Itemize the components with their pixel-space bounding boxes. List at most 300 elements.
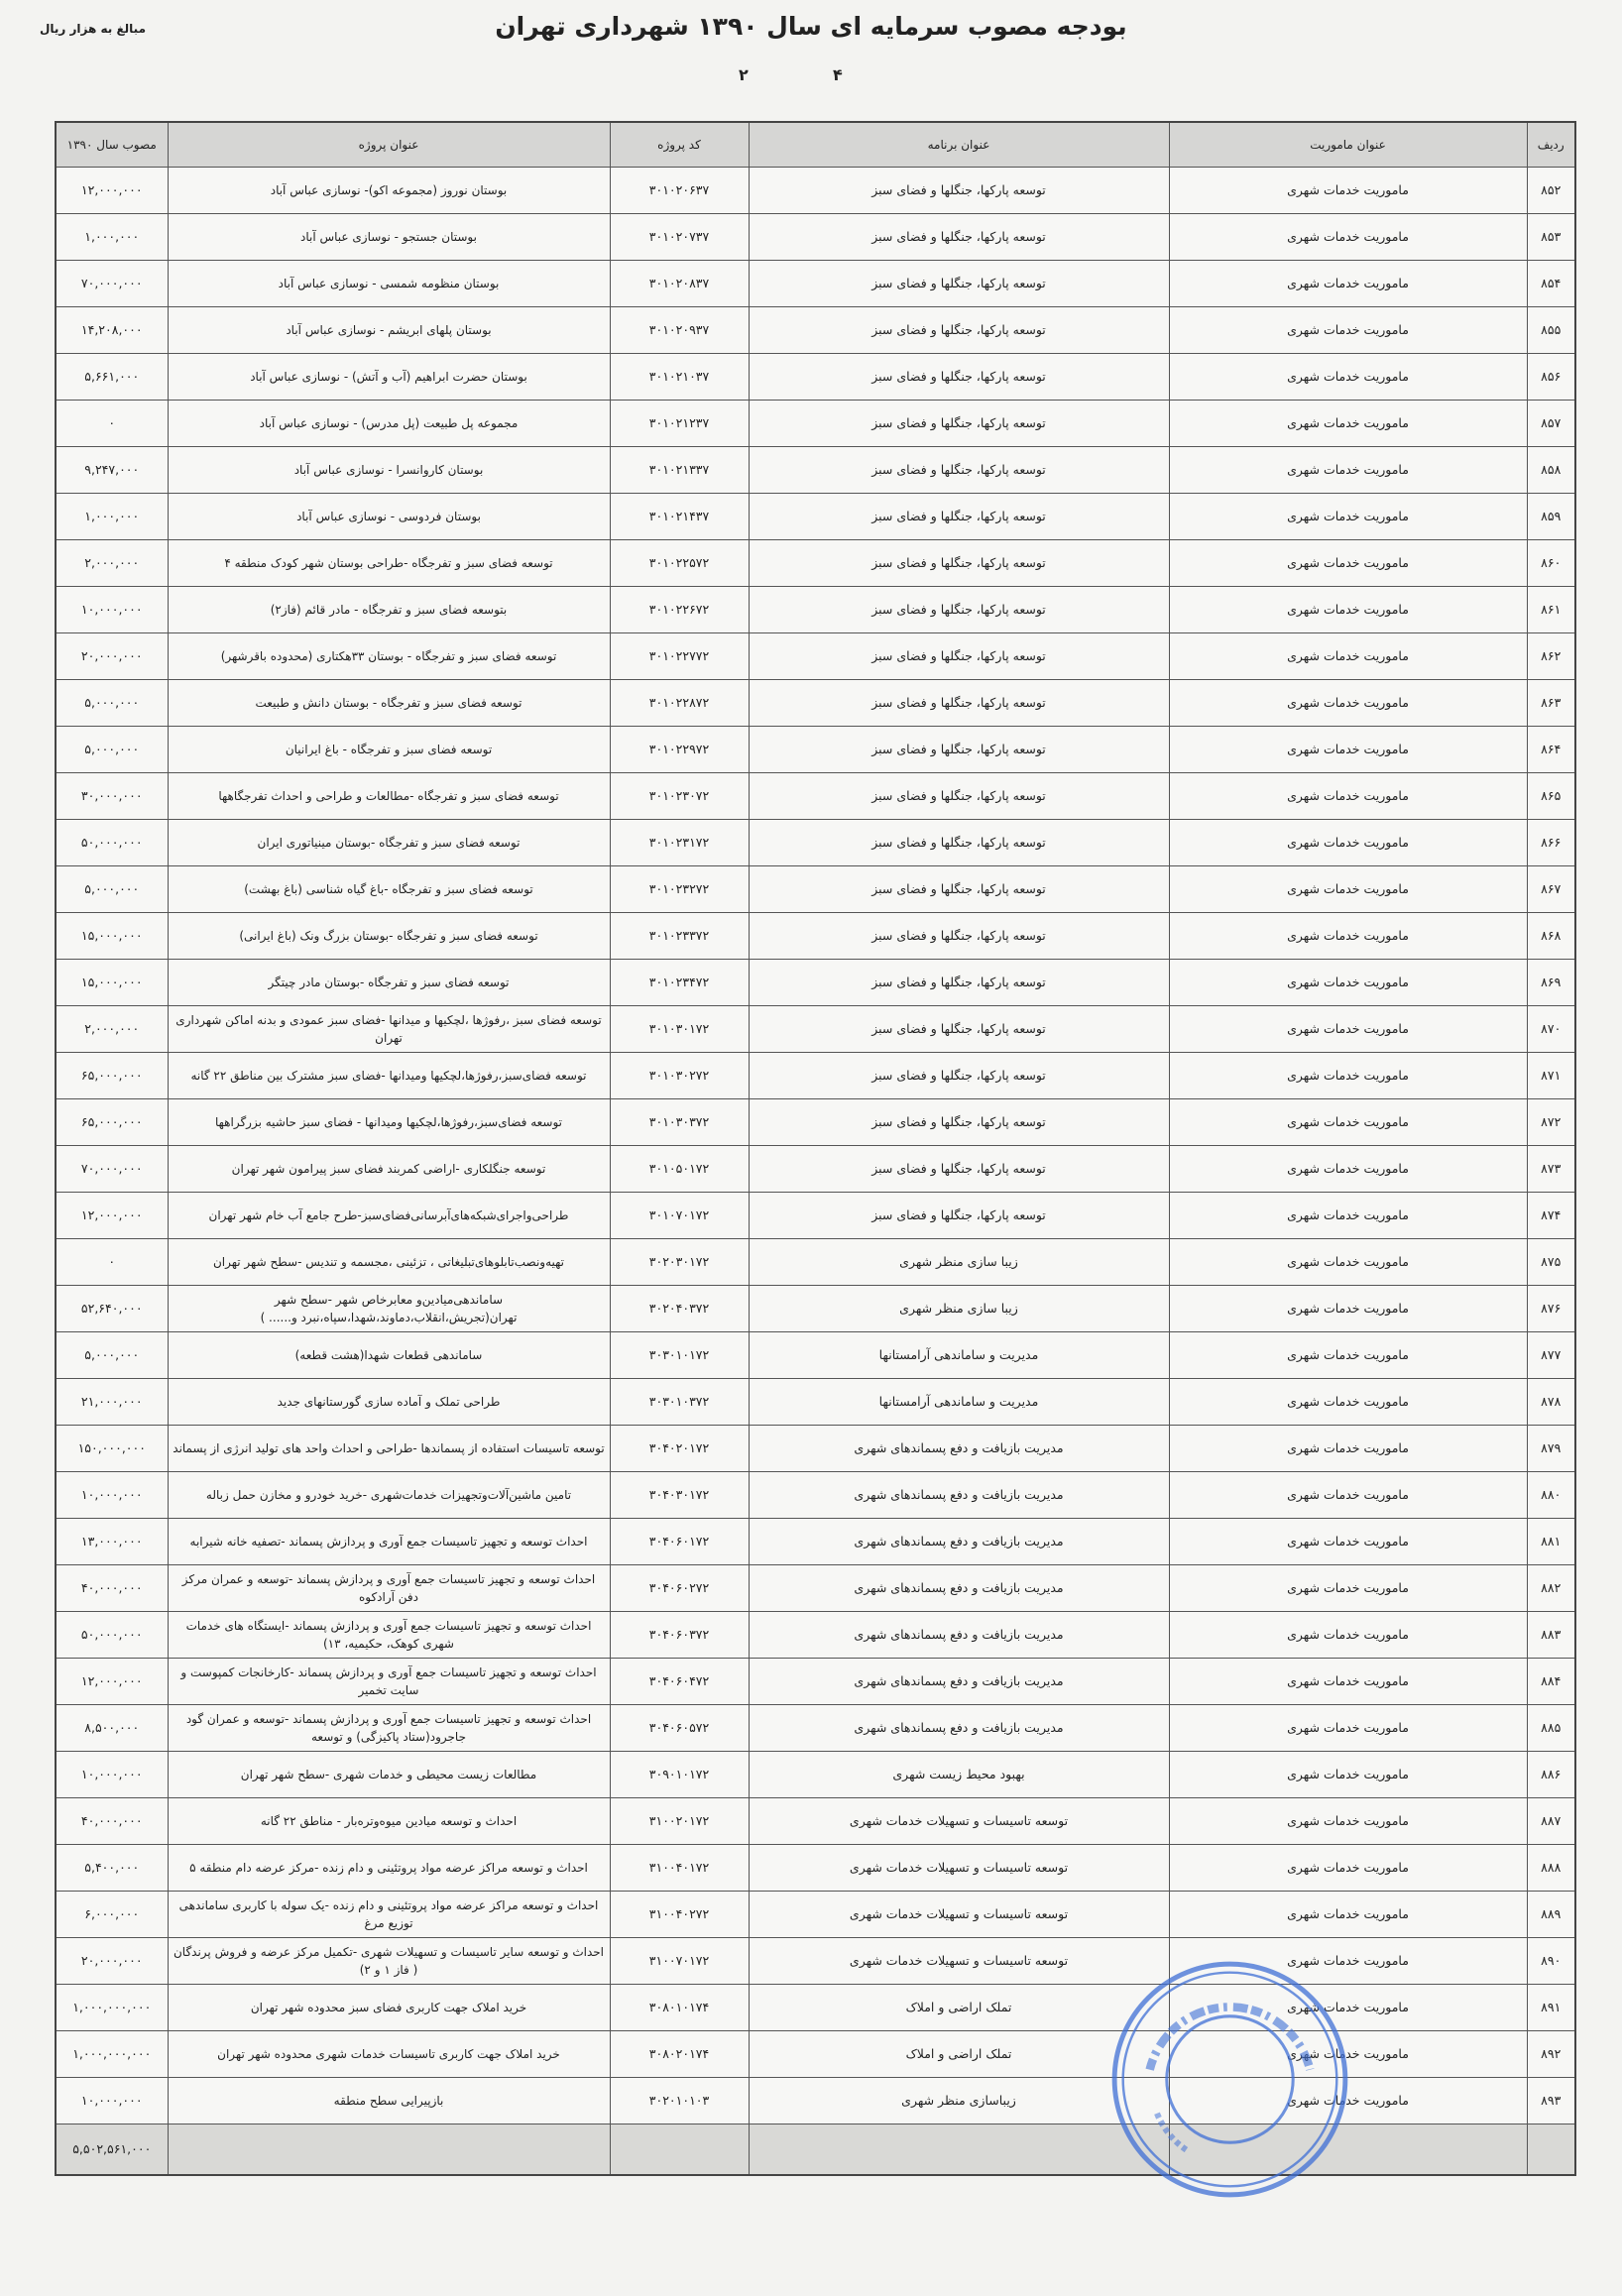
- project-code: ۳۰۱۰۵۰۱۷۲: [610, 1146, 749, 1193]
- approved-amount: ۵۰,۰۰۰,۰۰۰: [56, 1612, 168, 1659]
- project-code: ۳۰۱۰۲۱۴۳۷: [610, 494, 749, 540]
- approved-amount: ۶۵,۰۰۰,۰۰۰: [56, 1053, 168, 1099]
- approved-amount: ۱۲,۰۰۰,۰۰۰: [56, 1193, 168, 1239]
- row-number: ۸۶۳: [1527, 680, 1575, 727]
- mission-title: ماموریت خدمات شهری: [1169, 1286, 1527, 1332]
- project-title: بوستان فردوسی - نوسازی عباس آباد: [168, 494, 610, 540]
- program-title: توسعه پارکها، جنگلها و فضای سبز: [749, 307, 1169, 354]
- project-title: بوستان کاروانسرا - نوسازی عباس آباد: [168, 447, 610, 494]
- row-number: ۸۸۹: [1527, 1892, 1575, 1938]
- project-code: ۳۰۳۰۱۰۳۷۲: [610, 1379, 749, 1426]
- program-title: توسعه پارکها، جنگلها و فضای سبز: [749, 633, 1169, 680]
- project-code: ۳۰۱۰۲۲۶۷۲: [610, 587, 749, 633]
- approved-amount: ۰: [56, 1239, 168, 1286]
- project-code: ۳۰۱۰۲۲۹۷۲: [610, 727, 749, 773]
- approved-amount: ۱۲,۰۰۰,۰۰۰: [56, 1659, 168, 1705]
- approved-amount: ۱۰,۰۰۰,۰۰۰: [56, 587, 168, 633]
- program-title: توسعه پارکها، جنگلها و فضای سبز: [749, 1146, 1169, 1193]
- mission-title: ماموریت خدمات شهری: [1169, 168, 1527, 214]
- mission-title: ماموریت خدمات شهری: [1169, 1985, 1527, 2031]
- project-code: ۳۰۱۰۳۰۲۷۲: [610, 1053, 749, 1099]
- total-empty: [610, 2124, 749, 2176]
- project-code: ۳۰۴۰۶۰۴۷۲: [610, 1659, 749, 1705]
- table-row: [56, 540, 1575, 587]
- project-code: ۳۰۱۰۲۲۵۷۲: [610, 540, 749, 587]
- project-code: ۳۰۱۰۲۳۱۷۲: [610, 820, 749, 866]
- project-title: توسعه فضای‌سبز،رفوژها،لچکیها ومیدانها - فضای سبز حاشیه بزرگراهها: [168, 1099, 610, 1146]
- table-row: [56, 354, 1575, 401]
- approved-amount: ۵,۶۶۱,۰۰۰: [56, 354, 168, 401]
- row-number: ۸۶۹: [1527, 960, 1575, 1006]
- project-title: بوستان پلهای ابریشم - نوسازی عباس آباد: [168, 307, 610, 354]
- mission-title: ماموریت خدمات شهری: [1169, 633, 1527, 680]
- program-title: توسعه پارکها، جنگلها و فضای سبز: [749, 960, 1169, 1006]
- row-number: ۸۵۹: [1527, 494, 1575, 540]
- total-empty: [1527, 2124, 1575, 2176]
- approved-amount: ۱,۰۰۰,۰۰۰,۰۰۰: [56, 1985, 168, 2031]
- project-code: ۳۰۲۰۳۰۱۷۲: [610, 1239, 749, 1286]
- mission-title: ماموریت خدمات شهری: [1169, 1426, 1527, 1472]
- row-number: ۸۵۵: [1527, 307, 1575, 354]
- project-code: ۳۱۰۰۴۰۲۷۲: [610, 1892, 749, 1938]
- approved-amount: ۱۴,۲۰۸,۰۰۰: [56, 307, 168, 354]
- table-row: [56, 1938, 1575, 1985]
- approved-amount: ۳۰,۰۰۰,۰۰۰: [56, 773, 168, 820]
- row-number: ۸۷۰: [1527, 1006, 1575, 1053]
- row-number: ۸۸۳: [1527, 1612, 1575, 1659]
- row-number: ۸۹۲: [1527, 2031, 1575, 2078]
- mission-title: ماموریت خدمات شهری: [1169, 680, 1527, 727]
- table-row: [56, 494, 1575, 540]
- table-row: [56, 1193, 1575, 1239]
- row-number: ۸۷۱: [1527, 1053, 1575, 1099]
- table-row: [56, 587, 1575, 633]
- program-title: زیبا سازی منظر شهری: [749, 1239, 1169, 1286]
- program-title: مدیریت بازیافت و دفع پسماندهای شهری: [749, 1612, 1169, 1659]
- table-row: [56, 727, 1575, 773]
- program-title: توسعه پارکها، جنگلها و فضای سبز: [749, 1099, 1169, 1146]
- project-code: ۳۰۱۰۲۳۳۷۲: [610, 913, 749, 960]
- project-title: توسعه فضای سبز و تفرجگاه - باغ ایرانیان: [168, 727, 610, 773]
- project-title: بوستان منظومه شمسی - نوسازی عباس آباد: [168, 261, 610, 307]
- mission-title: ماموریت خدمات شهری: [1169, 1146, 1527, 1193]
- project-title: توسعه فضای سبز و تفرجگاه -طراحی بوستان شهر کودک منطقه ۴: [168, 540, 610, 587]
- project-code: ۳۰۸۰۱۰۱۷۴: [610, 1985, 749, 2031]
- project-code: ۳۱۰۰۴۰۱۷۲: [610, 1845, 749, 1892]
- table-row: [56, 2078, 1575, 2124]
- project-title: احداث توسعه و تجهیز تاسیسات جمع آوری و پردازش پسماند -توسعه و عمران گود جاجرود(ستاد پاکیزگی) و توسعه: [168, 1705, 610, 1752]
- mission-title: ماموریت خدمات شهری: [1169, 1379, 1527, 1426]
- table-row: [56, 1239, 1575, 1286]
- project-code: ۳۰۴۰۳۰۱۷۲: [610, 1472, 749, 1519]
- table-row: [56, 1892, 1575, 1938]
- project-title: توسعه فضای سبز و تفرجگاه - بوستان ۳۳هکتاری (محدوده باقرشهر): [168, 633, 610, 680]
- project-code: ۳۰۹۰۱۰۱۷۲: [610, 1752, 749, 1798]
- program-title: توسعه پارکها، جنگلها و فضای سبز: [749, 1006, 1169, 1053]
- project-title: احداث و توسعه مراکز عرضه مواد پروتئینی و دام زنده -یک سوله با کاربری ساماندهی توزیع مرغ: [168, 1892, 610, 1938]
- table-row: [56, 1146, 1575, 1193]
- row-number: ۸۷۳: [1527, 1146, 1575, 1193]
- project-code: ۳۰۴۰۶۰۵۷۲: [610, 1705, 749, 1752]
- row-number: ۸۸۵: [1527, 1705, 1575, 1752]
- project-title: توسعه فضای سبز ،رفوژها ،لچکیها و میدانها -فضای سبز عمودی و بدنه اماکن شهرداری تهران: [168, 1006, 610, 1053]
- approved-amount: ۱,۰۰۰,۰۰۰: [56, 494, 168, 540]
- project-title: بوستان نوروز (مجموعه اکو)- نوسازی عباس آباد: [168, 168, 610, 214]
- header-radif: ردیف: [1527, 122, 1575, 168]
- project-title: توسعه فضای سبز و تفرجگاه -باغ گیاه شناسی (باغ بهشت): [168, 866, 610, 913]
- row-number: ۸۷۷: [1527, 1332, 1575, 1379]
- project-title: طراحی‌واجرای‌شبکه‌های‌آبرسانی‌فضای‌سبز-طرح جامع آب خام شهر تهران: [168, 1193, 610, 1239]
- project-code: ۳۰۱۰۲۰۷۳۷: [610, 214, 749, 261]
- project-title: احداث و توسعه میادین میوه‌وتره‌بار - مناطق ۲۲ گانه: [168, 1798, 610, 1845]
- row-number: ۸۶۰: [1527, 540, 1575, 587]
- mission-title: ماموریت خدمات شهری: [1169, 261, 1527, 307]
- program-title: توسعه پارکها، جنگلها و فضای سبز: [749, 401, 1169, 447]
- table-row: [56, 1845, 1575, 1892]
- project-code: ۳۰۱۰۲۳۴۷۲: [610, 960, 749, 1006]
- approved-amount: ۲۰,۰۰۰,۰۰۰: [56, 633, 168, 680]
- mission-title: ماموریت خدمات شهری: [1169, 1752, 1527, 1798]
- approved-amount: ۶۵,۰۰۰,۰۰۰: [56, 1099, 168, 1146]
- header-amount: مصوب سال ۱۳۹۰: [56, 122, 168, 168]
- approved-amount: ۰: [56, 401, 168, 447]
- program-title: توسعه پارکها، جنگلها و فضای سبز: [749, 168, 1169, 214]
- approved-amount: ۱۵,۰۰۰,۰۰۰: [56, 913, 168, 960]
- table-row: [56, 1705, 1575, 1752]
- row-number: ۸۵۷: [1527, 401, 1575, 447]
- mission-title: ماموریت خدمات شهری: [1169, 1519, 1527, 1565]
- project-title: خرید املاک جهت کاربری فضای سبز محدوده شهر تهران: [168, 1985, 610, 2031]
- program-title: مدیریت بازیافت و دفع پسماندهای شهری: [749, 1659, 1169, 1705]
- project-code: ۳۰۳۰۱۰۱۷۲: [610, 1332, 749, 1379]
- project-code: ۳۰۱۰۳۰۱۷۲: [610, 1006, 749, 1053]
- row-number: ۸۶۲: [1527, 633, 1575, 680]
- row-number: ۸۷۶: [1527, 1286, 1575, 1332]
- table-row: [56, 1985, 1575, 2031]
- approved-amount: ۲۰,۰۰۰,۰۰۰: [56, 1938, 168, 1985]
- total-amount: ۵,۵۰۲,۵۶۱,۰۰۰: [56, 2124, 168, 2176]
- page-mark: ۴: [833, 65, 843, 84]
- program-title: توسعه پارکها، جنگلها و فضای سبز: [749, 214, 1169, 261]
- program-title: بهبود محیط زیست شهری: [749, 1752, 1169, 1798]
- project-code: ۳۰۱۰۲۳۰۷۲: [610, 773, 749, 820]
- program-title: زیباسازی منظر شهری: [749, 2078, 1169, 2124]
- mission-title: ماموریت خدمات شهری: [1169, 960, 1527, 1006]
- mission-title: ماموریت خدمات شهری: [1169, 1332, 1527, 1379]
- program-title: توسعه پارکها، جنگلها و فضای سبز: [749, 866, 1169, 913]
- row-number: ۸۵۴: [1527, 261, 1575, 307]
- approved-amount: ۵,۰۰۰,۰۰۰: [56, 680, 168, 727]
- approved-amount: ۲۱,۰۰۰,۰۰۰: [56, 1379, 168, 1426]
- header-code: کد پروژه: [610, 122, 749, 168]
- mission-title: ماموریت خدمات شهری: [1169, 820, 1527, 866]
- row-number: ۸۹۰: [1527, 1938, 1575, 1985]
- project-title: توسعه فضای سبز و تفرجگاه -بوستان بزرگ ونک (باغ ایرانی): [168, 913, 610, 960]
- approved-amount: ۱۰,۰۰۰,۰۰۰: [56, 2078, 168, 2124]
- mission-title: ماموریت خدمات شهری: [1169, 354, 1527, 401]
- table-row: [56, 1426, 1575, 1472]
- table-header-row: [56, 122, 1575, 168]
- mission-title: ماموریت خدمات شهری: [1169, 1892, 1527, 1938]
- project-code: ۳۰۴۰۶۰۱۷۲: [610, 1519, 749, 1565]
- mission-title: ماموریت خدمات شهری: [1169, 214, 1527, 261]
- table-row: [56, 633, 1575, 680]
- project-title: خرید املاک جهت کاربری تاسیسات خدمات شهری محدوده شهر تهران: [168, 2031, 610, 2078]
- row-number: ۸۷۹: [1527, 1426, 1575, 1472]
- program-title: مدیریت بازیافت و دفع پسماندهای شهری: [749, 1705, 1169, 1752]
- project-title: بتوسعه فضای سبز و تفرجگاه - مادر قائم (فاز۲): [168, 587, 610, 633]
- mission-title: ماموریت خدمات شهری: [1169, 727, 1527, 773]
- mission-title: ماموریت خدمات شهری: [1169, 1006, 1527, 1053]
- project-code: ۳۰۱۰۳۰۳۷۲: [610, 1099, 749, 1146]
- program-title: توسعه پارکها، جنگلها و فضای سبز: [749, 540, 1169, 587]
- header-program: عنوان برنامه: [749, 122, 1169, 168]
- mission-title: ماموریت خدمات شهری: [1169, 1705, 1527, 1752]
- row-number: ۸۸۷: [1527, 1798, 1575, 1845]
- row-number: ۸۶۸: [1527, 913, 1575, 960]
- row-number: ۸۹۳: [1527, 2078, 1575, 2124]
- project-title: احداث و توسعه سایر تاسیسات و تسهیلات شهری -تکمیل مرکز عرضه و فروش پرندگان ( فاز ۱ و ۲): [168, 1938, 610, 1985]
- approved-amount: ۵۰,۰۰۰,۰۰۰: [56, 820, 168, 866]
- table-row: [56, 1099, 1575, 1146]
- table-row: [56, 773, 1575, 820]
- project-code: ۳۱۰۰۲۰۱۷۲: [610, 1798, 749, 1845]
- approved-amount: ۵,۰۰۰,۰۰۰: [56, 1332, 168, 1379]
- total-empty: [749, 2124, 1169, 2176]
- row-number: ۸۶۵: [1527, 773, 1575, 820]
- program-title: توسعه پارکها، جنگلها و فضای سبز: [749, 913, 1169, 960]
- project-code: ۳۰۴۰۶۰۳۷۲: [610, 1612, 749, 1659]
- project-title: احداث توسعه و تجهیز تاسیسات جمع آوری و پردازش پسماند -ایستگاه های خدمات شهری کوهک، حکیمیه، ۱۳): [168, 1612, 610, 1659]
- program-title: مدیریت بازیافت و دفع پسماندهای شهری: [749, 1426, 1169, 1472]
- approved-amount: ۵,۰۰۰,۰۰۰: [56, 727, 168, 773]
- approved-amount: ۱۰,۰۰۰,۰۰۰: [56, 1752, 168, 1798]
- program-title: توسعه پارکها، جنگلها و فضای سبز: [749, 447, 1169, 494]
- mission-title: ماموریت خدمات شهری: [1169, 1472, 1527, 1519]
- row-number: ۸۵۳: [1527, 214, 1575, 261]
- table-row: [56, 1379, 1575, 1426]
- project-title: توسعه فضای سبز و تفرجگاه -بوستان مادر چیتگر: [168, 960, 610, 1006]
- table-row: [56, 1798, 1575, 1845]
- program-title: مدیریت و ساماندهی آرامستانها: [749, 1332, 1169, 1379]
- mission-title: ماموریت خدمات شهری: [1169, 1612, 1527, 1659]
- row-number: ۸۷۵: [1527, 1239, 1575, 1286]
- total-empty: [168, 2124, 610, 2176]
- program-title: توسعه پارکها، جنگلها و فضای سبز: [749, 727, 1169, 773]
- row-number: ۸۶۱: [1527, 587, 1575, 633]
- table-row: [56, 1053, 1575, 1099]
- project-title: ساماندهی قطعات شهدا(هشت قطعه): [168, 1332, 610, 1379]
- table-row: [56, 960, 1575, 1006]
- approved-amount: ۵,۴۰۰,۰۰۰: [56, 1845, 168, 1892]
- project-title: احداث توسعه و تجهیز تاسیسات جمع آوری و پردازش پسماند -کارخانجات کمپوست و سایت تخمیر: [168, 1659, 610, 1705]
- row-number: ۸۷۸: [1527, 1379, 1575, 1426]
- project-title: تهیه‌ونصب‌تابلوهای‌تبلیغاتی ، تزئینی ،مجسمه و تندیس -سطح شهر تهران: [168, 1239, 610, 1286]
- table-row: [56, 168, 1575, 214]
- approved-amount: ۶,۰۰۰,۰۰۰: [56, 1892, 168, 1938]
- row-number: ۸۵۶: [1527, 354, 1575, 401]
- mission-title: ماموریت خدمات شهری: [1169, 913, 1527, 960]
- mission-title: ماموریت خدمات شهری: [1169, 307, 1527, 354]
- approved-amount: ۵,۰۰۰,۰۰۰: [56, 866, 168, 913]
- mission-title: ماموریت خدمات شهری: [1169, 866, 1527, 913]
- approved-amount: ۲,۰۰۰,۰۰۰: [56, 1006, 168, 1053]
- project-title: بوستان حضرت ابراهیم (آب و آتش) - نوسازی عباس آباد: [168, 354, 610, 401]
- program-title: زیبا سازی منظر شهری: [749, 1286, 1169, 1332]
- project-title: توسعه فضای سبز و تفرجگاه -بوستان مینیاتوری ایران: [168, 820, 610, 866]
- project-title: توسعه جنگلکاری -اراضی کمربند فضای سبز پیرامون شهر تهران: [168, 1146, 610, 1193]
- row-number: ۸۶۷: [1527, 866, 1575, 913]
- row-number: ۸۵۲: [1527, 168, 1575, 214]
- project-code: ۳۰۲۰۱۰۱۰۳: [610, 2078, 749, 2124]
- mission-title: ماموریت خدمات شهری: [1169, 1845, 1527, 1892]
- table-row: [56, 307, 1575, 354]
- program-title: توسعه پارکها، جنگلها و فضای سبز: [749, 773, 1169, 820]
- row-number: ۸۷۲: [1527, 1099, 1575, 1146]
- approved-amount: ۱۵۰,۰۰۰,۰۰۰: [56, 1426, 168, 1472]
- project-code: ۳۰۲۰۴۰۳۷۲: [610, 1286, 749, 1332]
- table-row: [56, 1332, 1575, 1379]
- project-title: ساماندهی‌میادین‌و معابرخاص شهر -سطح شهر تهران(تجریش،انقلاب،دماوند،شهدا،سپاه،نبرد و...... ): [168, 1286, 610, 1332]
- table-row: [56, 1565, 1575, 1612]
- approved-amount: ۷۰,۰۰۰,۰۰۰: [56, 261, 168, 307]
- approved-amount: ۱۳,۰۰۰,۰۰۰: [56, 1519, 168, 1565]
- header-project: عنوان پروژه: [168, 122, 610, 168]
- project-title: توسعه فضای سبز و تفرجگاه -مطالعات و طراحی و احداث تفرجگاهها: [168, 773, 610, 820]
- project-title: تامین ماشین‌آلات‌وتجهیزات خدمات‌شهری -خرید خودرو و مخازن حمل زباله: [168, 1472, 610, 1519]
- program-title: توسعه پارکها، جنگلها و فضای سبز: [749, 1053, 1169, 1099]
- project-code: ۳۰۱۰۲۰۸۳۷: [610, 261, 749, 307]
- mission-title: ماموریت خدمات شهری: [1169, 1193, 1527, 1239]
- table-row: [56, 214, 1575, 261]
- table-row: [56, 2031, 1575, 2078]
- project-title: توسعه فضای‌سبز،رفوژها،لچکیها ومیدانها -فضای سبز مشترک بین مناطق ۲۲ گانه: [168, 1053, 610, 1099]
- approved-amount: ۱۲,۰۰۰,۰۰۰: [56, 168, 168, 214]
- project-code: ۳۰۴۰۲۰۱۷۲: [610, 1426, 749, 1472]
- program-title: توسعه پارکها، جنگلها و فضای سبز: [749, 354, 1169, 401]
- program-title: توسعه تاسیسات و تسهیلات خدمات شهری: [749, 1892, 1169, 1938]
- program-title: توسعه پارکها، جنگلها و فضای سبز: [749, 261, 1169, 307]
- table-row: [56, 261, 1575, 307]
- approved-amount: ۹,۲۴۷,۰۰۰: [56, 447, 168, 494]
- approved-amount: ۴۰,۰۰۰,۰۰۰: [56, 1565, 168, 1612]
- mission-title: ماموریت خدمات شهری: [1169, 447, 1527, 494]
- project-title: توسعه فضای سبز و تفرجگاه - بوستان دانش و طبیعت: [168, 680, 610, 727]
- row-number: ۸۸۴: [1527, 1659, 1575, 1705]
- table-row: [56, 401, 1575, 447]
- program-title: توسعه پارکها، جنگلها و فضای سبز: [749, 680, 1169, 727]
- unit-note: مبالغ به هزار ریال: [40, 22, 146, 36]
- project-code: ۳۰۴۰۶۰۲۷۲: [610, 1565, 749, 1612]
- row-number: ۸۸۱: [1527, 1519, 1575, 1565]
- total-row: [56, 2124, 1575, 2176]
- project-code: ۳۰۱۰۲۲۸۷۲: [610, 680, 749, 727]
- mission-title: ماموریت خدمات شهری: [1169, 1659, 1527, 1705]
- table-row: [56, 820, 1575, 866]
- approved-amount: ۲,۰۰۰,۰۰۰: [56, 540, 168, 587]
- program-title: توسعه تاسیسات و تسهیلات خدمات شهری: [749, 1845, 1169, 1892]
- mission-title: ماموریت خدمات شهری: [1169, 1798, 1527, 1845]
- table-row: [56, 1659, 1575, 1705]
- table-row: [56, 680, 1575, 727]
- mission-title: ماموریت خدمات شهری: [1169, 1565, 1527, 1612]
- total-empty: [1169, 2124, 1527, 2176]
- program-title: مدیریت بازیافت و دفع پسماندهای شهری: [749, 1519, 1169, 1565]
- project-code: ۳۰۱۰۲۰۹۳۷: [610, 307, 749, 354]
- project-code: ۳۰۱۰۲۰۶۳۷: [610, 168, 749, 214]
- approved-amount: ۷۰,۰۰۰,۰۰۰: [56, 1146, 168, 1193]
- row-number: ۸۸۲: [1527, 1565, 1575, 1612]
- mission-title: ماموریت خدمات شهری: [1169, 401, 1527, 447]
- approved-amount: ۱۰,۰۰۰,۰۰۰: [56, 1472, 168, 1519]
- approved-amount: ۱,۰۰۰,۰۰۰,۰۰۰: [56, 2031, 168, 2078]
- program-title: توسعه پارکها، جنگلها و فضای سبز: [749, 820, 1169, 866]
- mission-title: ماموریت خدمات شهری: [1169, 2031, 1527, 2078]
- row-number: ۸۷۴: [1527, 1193, 1575, 1239]
- table-row: [56, 1612, 1575, 1659]
- table-row: [56, 913, 1575, 960]
- approved-amount: ۵۲,۶۴۰,۰۰۰: [56, 1286, 168, 1332]
- mission-title: ماموریت خدمات شهری: [1169, 2078, 1527, 2124]
- project-code: ۳۰۱۰۲۱۳۳۷: [610, 447, 749, 494]
- program-title: توسعه تاسیسات و تسهیلات خدمات شهری: [749, 1938, 1169, 1985]
- row-number: ۸۵۸: [1527, 447, 1575, 494]
- program-title: توسعه پارکها، جنگلها و فضای سبز: [749, 494, 1169, 540]
- project-title: توسعه تاسیسات استفاده از پسماندها -طراحی و احداث واحد های تولید انرژی از پسماند: [168, 1426, 610, 1472]
- approved-amount: ۱,۰۰۰,۰۰۰: [56, 214, 168, 261]
- approved-amount: ۸,۵۰۰,۰۰۰: [56, 1705, 168, 1752]
- mission-title: ماموریت خدمات شهری: [1169, 1239, 1527, 1286]
- mission-title: ماموریت خدمات شهری: [1169, 773, 1527, 820]
- program-title: تملک اراضی و املاک: [749, 1985, 1169, 2031]
- project-title: مطالعات زیست محیطی و خدمات شهری -سطح شهر تهران: [168, 1752, 610, 1798]
- table-row: [56, 447, 1575, 494]
- program-title: مدیریت بازیافت و دفع پسماندهای شهری: [749, 1565, 1169, 1612]
- page-mark: ۲: [739, 65, 749, 84]
- approved-amount: ۱۵,۰۰۰,۰۰۰: [56, 960, 168, 1006]
- mission-title: ماموریت خدمات شهری: [1169, 1099, 1527, 1146]
- program-title: توسعه پارکها، جنگلها و فضای سبز: [749, 587, 1169, 633]
- row-number: ۸۸۶: [1527, 1752, 1575, 1798]
- mission-title: ماموریت خدمات شهری: [1169, 1938, 1527, 1985]
- row-number: ۸۸۰: [1527, 1472, 1575, 1519]
- table-row: [56, 1752, 1575, 1798]
- program-title: مدیریت بازیافت و دفع پسماندهای شهری: [749, 1472, 1169, 1519]
- project-code: ۳۰۱۰۲۲۷۷۲: [610, 633, 749, 680]
- table-row: [56, 1472, 1575, 1519]
- row-number: ۸۹۱: [1527, 1985, 1575, 2031]
- program-title: توسعه پارکها، جنگلها و فضای سبز: [749, 1193, 1169, 1239]
- row-number: ۸۶۶: [1527, 820, 1575, 866]
- table-row: [56, 1006, 1575, 1053]
- table-row: [56, 866, 1575, 913]
- project-title: احداث توسعه و تجهیز تاسیسات جمع آوری و پردازش پسماند -تصفیه خانه شیرابه: [168, 1519, 610, 1565]
- budget-table: [55, 121, 1576, 2176]
- program-title: مدیریت و ساماندهی آرامستانها: [749, 1379, 1169, 1426]
- project-code: ۳۰۱۰۲۳۲۷۲: [610, 866, 749, 913]
- project-title: احداث توسعه و تجهیز تاسیسات جمع آوری و پردازش پسماند -توسعه و عمران مرکز دفن آرادکوه: [168, 1565, 610, 1612]
- mission-title: ماموریت خدمات شهری: [1169, 1053, 1527, 1099]
- mission-title: ماموریت خدمات شهری: [1169, 494, 1527, 540]
- table-row: [56, 1286, 1575, 1332]
- mission-title: ماموریت خدمات شهری: [1169, 540, 1527, 587]
- table-row: [56, 1519, 1575, 1565]
- project-code: ۳۰۱۰۷۰۱۷۲: [610, 1193, 749, 1239]
- project-title: طراحی تملک و آماده سازی گورستانهای جدید: [168, 1379, 610, 1426]
- page-title: بودجه مصوب سرمایه ای سال ۱۳۹۰ شهرداری تهران: [495, 12, 1127, 41]
- project-code: ۳۰۸۰۲۰۱۷۴: [610, 2031, 749, 2078]
- project-title: احداث و توسعه مراکز عرضه مواد پروتئینی و دام زنده -مرکز عرضه دام منطقه ۵: [168, 1845, 610, 1892]
